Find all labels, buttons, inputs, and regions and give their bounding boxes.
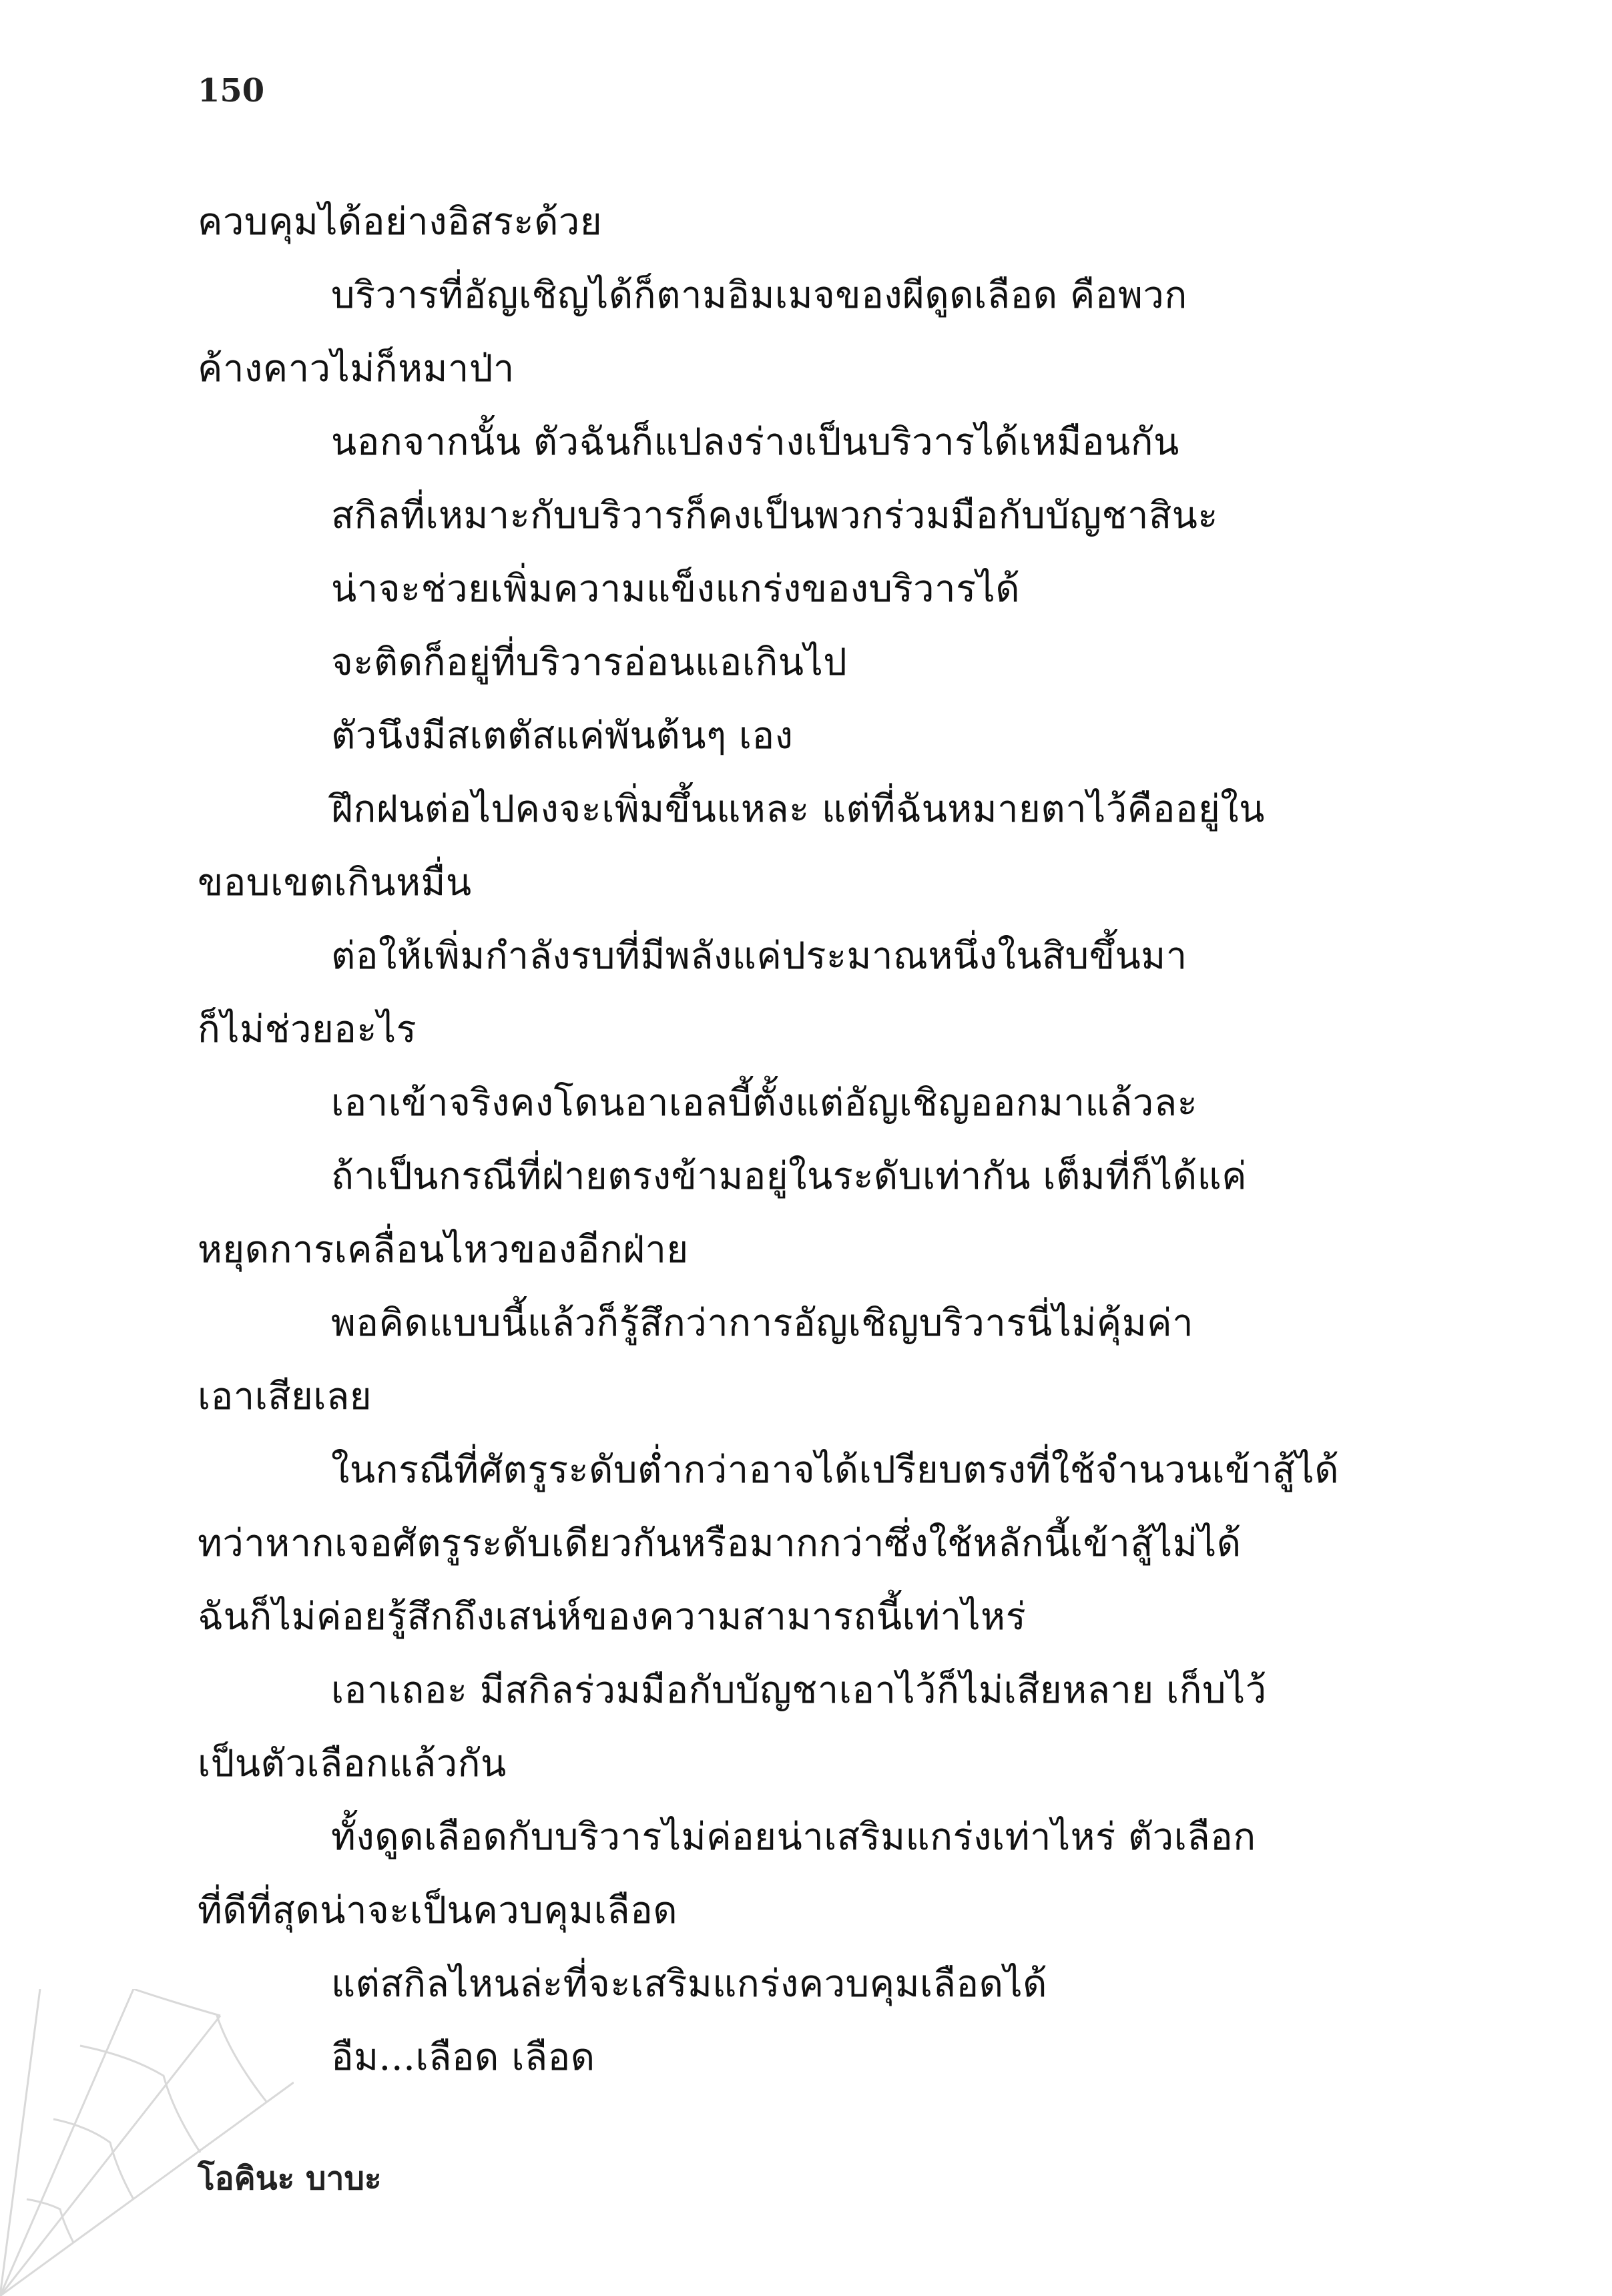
text-line: หยุดการเคลื่อนไหวของอีกฝ่าย	[198, 1228, 689, 1271]
text-line: พอคิดแบบนี้แล้วก็รู้สึกว่าการอัญเชิญบริวารนี่ไม่คุ้มค่า	[331, 1302, 1194, 1345]
text-line: ขอบเขตเกินหมื่น	[198, 861, 472, 904]
text-line: ก็ไม่ช่วยอะไร	[198, 1008, 417, 1051]
spider-web-icon	[0, 1989, 294, 2296]
text-line: น่าจะช่วยเพิ่มความแข็งแกร่งของบริวารได้	[331, 567, 1021, 611]
text-line: ที่ดีที่สุดน่าจะเป็นควบคุมเลือด	[198, 1889, 678, 1932]
text-line: ค้างคาวไม่ก็หมาป่า	[198, 347, 515, 390]
text-line: แต่สกิลไหนล่ะที่จะเสริมแกร่งควบคุมเลือดได้	[331, 1962, 1047, 2006]
body-text	[198, 186, 1407, 2094]
author-name: โอคินะ บาบะ	[198, 2160, 382, 2197]
text-line: จะติดก็อยู่ที่บริวารอ่อนแอเกินไป	[331, 641, 848, 684]
page-number: 150	[198, 72, 265, 109]
text-line: ตัวนึงมีสเตตัสแค่พันต้นๆ เอง	[331, 714, 794, 758]
text-line: ในกรณีที่ศัตรูระดับต่ำกว่าอาจได้เปรียบตรงที่ใช้จำนวนเข้าสู้ได้	[331, 1448, 1340, 1492]
text-line: เอาเข้าจริงคงโดนอาเอลบี้ตั้งแต่อัญเชิญออกมาแล้วละ	[331, 1081, 1198, 1125]
text-line: อืม...เลือด เลือด	[331, 2036, 595, 2079]
text-line: ฉันก็ไม่ค่อยรู้สึกถึงเสน่ห์ของความสามารถนี้เท่าไหร่	[198, 1595, 1027, 1639]
text-line: ควบคุมได้อย่างอิสระด้วย	[198, 200, 603, 244]
text-line: ฝึกฝนต่อไปคงจะเพิ่มขึ้นแหละ แต่ที่ฉันหมายตาไว้คืออยู่ใน	[331, 788, 1265, 831]
text-line: นอกจากนั้น ตัวฉันก็แปลงร่างเป็นบริวารได้เหมือนกัน	[331, 420, 1179, 464]
text-line: สกิลที่เหมาะกับบริวารก็คงเป็นพวกร่วมมือกับบัญชาสินะ	[331, 494, 1218, 537]
text-line: บริวารที่อัญเชิญได้ก็ตามอิมเมจของผีดูดเลือด คือพวก	[331, 274, 1187, 317]
text-line: เอาเถอะ มีสกิลร่วมมือกับบัญชาเอาไว้ก็ไม่เสียหลาย เก็บไว้	[331, 1669, 1267, 1712]
text-line: ทว่าหากเจอศัตรูระดับเดียวกันหรือมากกว่าซึ่งใช้หลักนี้เข้าสู้ไม่ได้	[198, 1522, 1242, 1565]
text-line: เป็นตัวเลือกแล้วกัน	[198, 1742, 507, 1785]
text-line: ต่อให้เพิ่มกำลังรบที่มีพลังแค่ประมาณหนึ่งในสิบขึ้นมา	[331, 934, 1187, 978]
text-line: เอาเสียเลย	[198, 1375, 372, 1418]
text-line: ถ้าเป็นกรณีที่ฝ่ายตรงข้ามอยู่ในระดับเท่ากัน เต็มที่ก็ได้แค่	[331, 1155, 1248, 1198]
text-line: ทั้งดูดเลือดกับบริวารไม่ค่อยน่าเสริมแกร่งเท่าไหร่ ตัวเลือก	[331, 1815, 1256, 1859]
